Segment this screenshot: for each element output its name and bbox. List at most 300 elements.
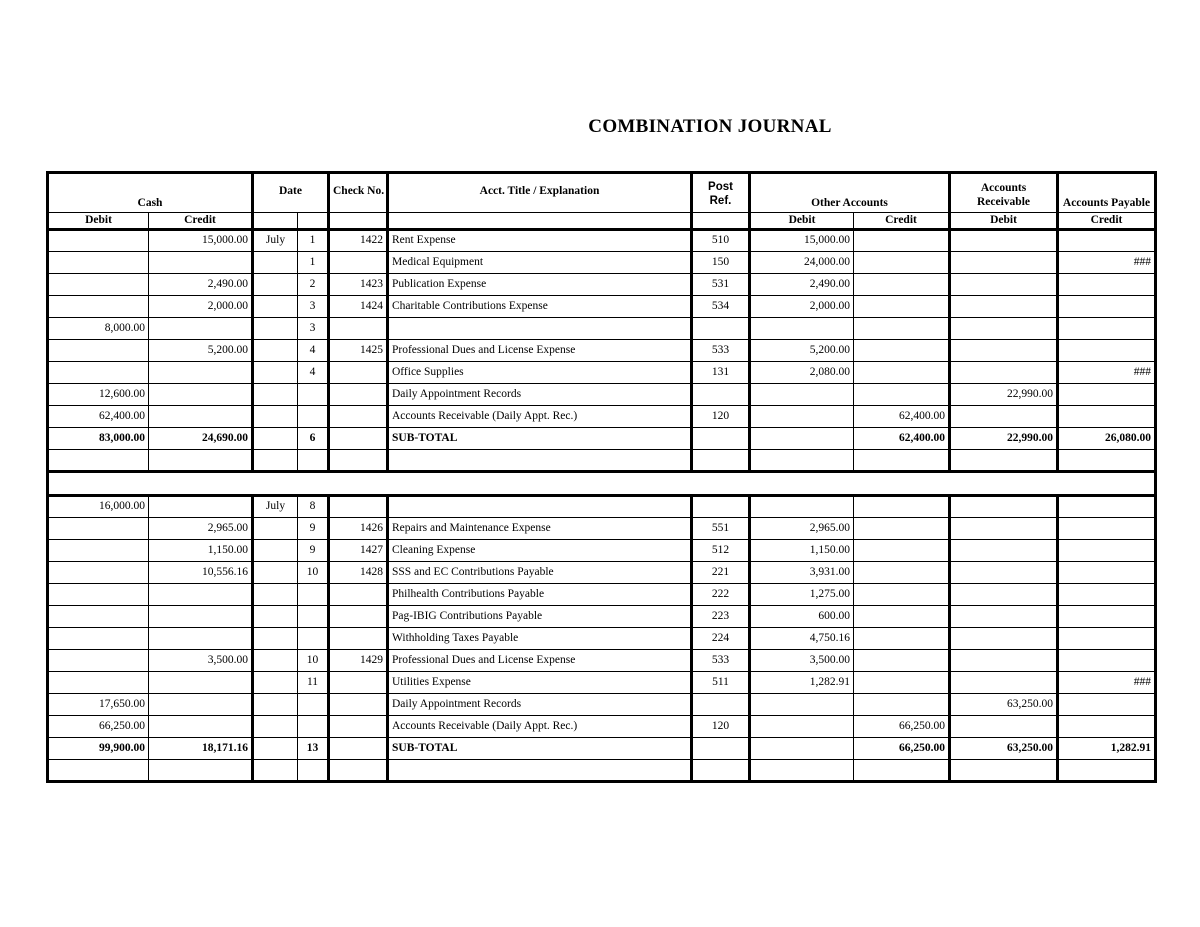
header-accounts-receivable: Accounts Receivable [950, 173, 1058, 213]
month-cell [253, 738, 298, 760]
cash-credit-cell [149, 384, 253, 406]
check-no-cell [329, 694, 388, 716]
journal-row [48, 406, 1156, 428]
month-cell [253, 760, 298, 782]
header-oa-debit: Debit [750, 213, 854, 230]
journal-row [48, 384, 1156, 406]
check-no-cell [329, 428, 388, 450]
accounts-receivable-debit-cell [950, 716, 1058, 738]
cash-credit-cell [149, 628, 253, 650]
accounts-receivable-debit-cell [950, 496, 1058, 518]
cash-debit-cell [48, 230, 149, 252]
accounts-payable-credit-cell [1058, 318, 1156, 340]
post-ref-cell: 533 [692, 340, 750, 362]
other-accounts-debit-cell: 1,150.00 [750, 540, 854, 562]
check-no-cell [329, 318, 388, 340]
accounts-payable-credit-cell [1058, 760, 1156, 782]
cash-credit-cell: 10,556.16 [149, 562, 253, 584]
journal-sheet [46, 171, 1154, 783]
day-cell: 3 [298, 296, 329, 318]
acct-title-cell: Utilities Expense [388, 672, 692, 694]
journal-row [48, 716, 1156, 738]
cash-credit-cell: 2,965.00 [149, 518, 253, 540]
month-cell: July [253, 496, 298, 518]
cash-debit-cell: 83,000.00 [48, 428, 149, 450]
accounts-receivable-debit-cell: 22,990.00 [950, 428, 1058, 450]
other-accounts-debit-cell: 2,490.00 [750, 274, 854, 296]
check-no-cell [329, 606, 388, 628]
journal-row [48, 362, 1156, 384]
acct-title-cell: Rent Expense [388, 230, 692, 252]
day-cell: 1 [298, 252, 329, 274]
header-date-blank [253, 213, 298, 230]
post-ref-cell [692, 760, 750, 782]
check-no-cell [329, 406, 388, 428]
day-cell: 11 [298, 672, 329, 694]
month-cell [253, 428, 298, 450]
header-title-blank [388, 213, 692, 230]
header-cash-credit: Credit [149, 213, 253, 230]
cash-debit-cell [48, 274, 149, 296]
cash-debit-cell [48, 628, 149, 650]
month-cell [253, 450, 298, 472]
day-cell: 8 [298, 496, 329, 518]
other-accounts-debit-cell: 15,000.00 [750, 230, 854, 252]
check-no-cell [329, 252, 388, 274]
accounts-receivable-debit-cell [950, 584, 1058, 606]
check-no-cell [329, 584, 388, 606]
cash-debit-cell: 62,400.00 [48, 406, 149, 428]
accounts-payable-credit-cell [1058, 650, 1156, 672]
other-accounts-credit-cell [854, 584, 950, 606]
check-no-cell [329, 496, 388, 518]
day-cell: 10 [298, 562, 329, 584]
other-accounts-debit-cell [750, 450, 854, 472]
journal-row [48, 694, 1156, 716]
journal-row [48, 606, 1156, 628]
cash-credit-cell: 18,171.16 [149, 738, 253, 760]
cash-debit-cell: 17,650.00 [48, 694, 149, 716]
check-no-cell [329, 760, 388, 782]
acct-title-cell: Philhealth Contributions Payable [388, 584, 692, 606]
accounts-receivable-debit-cell [950, 760, 1058, 782]
month-cell [253, 296, 298, 318]
day-cell: 9 [298, 518, 329, 540]
other-accounts-credit-cell [854, 450, 950, 472]
post-ref-cell: 531 [692, 274, 750, 296]
accounts-receivable-debit-cell [950, 562, 1058, 584]
header-row-sub [48, 213, 1156, 230]
accounts-receivable-debit-cell [950, 450, 1058, 472]
month-cell [253, 406, 298, 428]
accounts-receivable-debit-cell [950, 628, 1058, 650]
header-check-blank [329, 213, 388, 230]
cash-credit-cell [149, 672, 253, 694]
other-accounts-debit-cell [750, 384, 854, 406]
cash-credit-cell [149, 694, 253, 716]
day-cell [298, 606, 329, 628]
journal-row [48, 518, 1156, 540]
cash-debit-cell [48, 562, 149, 584]
accounts-receivable-debit-cell [950, 362, 1058, 384]
section-gap [48, 472, 1156, 496]
accounts-receivable-debit-cell [950, 252, 1058, 274]
acct-title-cell [388, 318, 692, 340]
accounts-receivable-debit-cell [950, 518, 1058, 540]
header-ref-blank [692, 213, 750, 230]
cash-debit-cell [48, 540, 149, 562]
header-check-no: Check No. [329, 173, 388, 213]
cash-debit-cell [48, 606, 149, 628]
post-ref-cell: 534 [692, 296, 750, 318]
other-accounts-credit-cell [854, 296, 950, 318]
header-other-accounts: Other Accounts [750, 173, 950, 213]
accounts-payable-credit-cell [1058, 694, 1156, 716]
other-accounts-debit-cell: 2,000.00 [750, 296, 854, 318]
check-no-cell: 1429 [329, 650, 388, 672]
journal-row [48, 296, 1156, 318]
cash-credit-cell: 3,500.00 [149, 650, 253, 672]
accounts-receivable-debit-cell [950, 296, 1058, 318]
header-row-top [48, 173, 1156, 213]
check-no-cell: 1427 [329, 540, 388, 562]
day-cell [298, 584, 329, 606]
month-cell [253, 274, 298, 296]
cash-debit-cell [48, 252, 149, 274]
check-no-cell: 1422 [329, 230, 388, 252]
acct-title-cell: Accounts Receivable (Daily Appt. Rec.) [388, 716, 692, 738]
check-no-cell [329, 384, 388, 406]
accounts-payable-credit-cell [1058, 716, 1156, 738]
cash-credit-cell: 1,150.00 [149, 540, 253, 562]
cash-debit-cell [48, 296, 149, 318]
post-ref-cell: 533 [692, 650, 750, 672]
section-2-body [48, 496, 1156, 782]
other-accounts-debit-cell: 3,500.00 [750, 650, 854, 672]
day-cell [298, 406, 329, 428]
acct-title-cell: Repairs and Maintenance Expense [388, 518, 692, 540]
accounts-payable-credit-cell [1058, 540, 1156, 562]
month-cell [253, 672, 298, 694]
header-accounts-payable: Accounts Payable [1058, 173, 1156, 213]
journal-row [48, 230, 1156, 252]
check-no-cell: 1426 [329, 518, 388, 540]
accounts-receivable-debit-cell: 63,250.00 [950, 738, 1058, 760]
cash-debit-cell: 66,250.00 [48, 716, 149, 738]
journal-row [48, 584, 1156, 606]
post-ref-cell: 120 [692, 406, 750, 428]
cash-credit-cell: 5,200.00 [149, 340, 253, 362]
day-cell: 13 [298, 738, 329, 760]
acct-title-cell [388, 496, 692, 518]
check-no-cell [329, 450, 388, 472]
month-cell [253, 252, 298, 274]
accounts-payable-credit-cell [1058, 274, 1156, 296]
header-post-ref: Post Ref. [692, 173, 750, 213]
accounts-receivable-debit-cell [950, 406, 1058, 428]
cash-debit-cell [48, 518, 149, 540]
accounts-payable-credit-cell [1058, 384, 1156, 406]
cash-credit-cell [149, 606, 253, 628]
cash-debit-cell [48, 362, 149, 384]
header-cash: Cash [48, 173, 253, 213]
cash-debit-cell [48, 650, 149, 672]
journal-row [48, 738, 1156, 760]
accounts-payable-credit-cell: ### [1058, 672, 1156, 694]
month-cell [253, 562, 298, 584]
page-title: COMBINATION JOURNAL [588, 116, 832, 137]
cash-credit-cell [149, 716, 253, 738]
accounts-payable-credit-cell: 26,080.00 [1058, 428, 1156, 450]
day-cell: 4 [298, 340, 329, 362]
acct-title-cell: SUB-TOTAL [388, 738, 692, 760]
acct-title-cell: SUB-TOTAL [388, 428, 692, 450]
post-ref-cell: 222 [692, 584, 750, 606]
other-accounts-credit-cell: 62,400.00 [854, 428, 950, 450]
acct-title-cell: Cleaning Expense [388, 540, 692, 562]
post-ref-cell: 511 [692, 672, 750, 694]
journal-row [48, 562, 1156, 584]
day-cell [298, 694, 329, 716]
cash-debit-cell [48, 672, 149, 694]
journal-row [48, 496, 1156, 518]
cash-credit-cell [149, 406, 253, 428]
cash-credit-cell [149, 252, 253, 274]
cash-credit-cell [149, 760, 253, 782]
post-ref-cell [692, 738, 750, 760]
accounts-payable-credit-cell [1058, 496, 1156, 518]
post-ref-cell: 510 [692, 230, 750, 252]
day-cell: 6 [298, 428, 329, 450]
cash-debit-cell [48, 584, 149, 606]
post-ref-cell: 512 [692, 540, 750, 562]
month-cell [253, 362, 298, 384]
accounts-payable-credit-cell [1058, 562, 1156, 584]
journal-row [48, 428, 1156, 450]
accounts-receivable-debit-cell [950, 650, 1058, 672]
cash-credit-cell [149, 584, 253, 606]
journal-row [48, 760, 1156, 782]
other-accounts-credit-cell [854, 628, 950, 650]
other-accounts-credit-cell [854, 672, 950, 694]
other-accounts-credit-cell: 62,400.00 [854, 406, 950, 428]
other-accounts-credit-cell [854, 230, 950, 252]
cash-debit-cell [48, 340, 149, 362]
header-ap-credit: Credit [1058, 213, 1156, 230]
cash-debit-cell [48, 760, 149, 782]
cash-credit-cell: 2,000.00 [149, 296, 253, 318]
month-cell: July [253, 230, 298, 252]
cash-debit-cell: 99,900.00 [48, 738, 149, 760]
accounts-payable-credit-cell: ### [1058, 252, 1156, 274]
accounts-payable-credit-cell [1058, 584, 1156, 606]
accounts-payable-credit-cell [1058, 628, 1156, 650]
check-no-cell [329, 716, 388, 738]
accounts-receivable-debit-cell [950, 606, 1058, 628]
accounts-receivable-debit-cell: 22,990.00 [950, 384, 1058, 406]
cash-credit-cell [149, 362, 253, 384]
check-no-cell: 1428 [329, 562, 388, 584]
accounts-payable-credit-cell [1058, 406, 1156, 428]
accounts-payable-credit-cell [1058, 606, 1156, 628]
post-ref-cell: 223 [692, 606, 750, 628]
section-1-body [48, 230, 1156, 472]
accounts-receivable-debit-cell [950, 340, 1058, 362]
day-cell: 10 [298, 650, 329, 672]
other-accounts-debit-cell [750, 694, 854, 716]
accounts-receivable-debit-cell [950, 274, 1058, 296]
accounts-receivable-debit-cell [950, 318, 1058, 340]
month-cell [253, 694, 298, 716]
month-cell [253, 716, 298, 738]
day-cell: 1 [298, 230, 329, 252]
day-cell [298, 450, 329, 472]
journal-row [48, 628, 1156, 650]
acct-title-cell: SSS and EC Contributions Payable [388, 562, 692, 584]
accounts-receivable-debit-cell [950, 230, 1058, 252]
other-accounts-debit-cell: 2,080.00 [750, 362, 854, 384]
other-accounts-debit-cell: 5,200.00 [750, 340, 854, 362]
accounts-payable-credit-cell [1058, 518, 1156, 540]
other-accounts-credit-cell [854, 252, 950, 274]
post-ref-cell: 120 [692, 716, 750, 738]
other-accounts-credit-cell [854, 694, 950, 716]
other-accounts-credit-cell [854, 562, 950, 584]
header-ar-debit: Debit [950, 213, 1058, 230]
accounts-payable-credit-cell [1058, 340, 1156, 362]
cash-debit-cell: 8,000.00 [48, 318, 149, 340]
acct-title-cell: Pag-IBIG Contributions Payable [388, 606, 692, 628]
other-accounts-credit-cell [854, 274, 950, 296]
accounts-payable-credit-cell [1058, 230, 1156, 252]
cash-debit-cell: 12,600.00 [48, 384, 149, 406]
cash-credit-cell [149, 496, 253, 518]
other-accounts-debit-cell: 1,282.91 [750, 672, 854, 694]
header-cash-debit: Debit [48, 213, 149, 230]
post-ref-cell: 221 [692, 562, 750, 584]
other-accounts-credit-cell [854, 318, 950, 340]
month-cell [253, 650, 298, 672]
month-cell [253, 318, 298, 340]
post-ref-cell [692, 318, 750, 340]
month-cell [253, 628, 298, 650]
post-ref-cell: 551 [692, 518, 750, 540]
other-accounts-debit-cell [750, 428, 854, 450]
gap-cell [48, 472, 1156, 496]
other-accounts-debit-cell [750, 738, 854, 760]
day-cell [298, 760, 329, 782]
other-accounts-credit-cell [854, 650, 950, 672]
journal-row [48, 318, 1156, 340]
other-accounts-debit-cell [750, 406, 854, 428]
gap-row [48, 472, 1156, 496]
month-cell [253, 540, 298, 562]
post-ref-cell [692, 450, 750, 472]
acct-title-cell: Accounts Receivable (Daily Appt. Rec.) [388, 406, 692, 428]
other-accounts-debit-cell: 24,000.00 [750, 252, 854, 274]
check-no-cell [329, 738, 388, 760]
other-accounts-debit-cell: 4,750.16 [750, 628, 854, 650]
other-accounts-debit-cell: 1,275.00 [750, 584, 854, 606]
acct-title-cell: Medical Equipment [388, 252, 692, 274]
acct-title-cell: Office Supplies [388, 362, 692, 384]
other-accounts-credit-cell [854, 384, 950, 406]
accounts-payable-credit-cell: ### [1058, 362, 1156, 384]
other-accounts-debit-cell [750, 496, 854, 518]
post-ref-cell: 150 [692, 252, 750, 274]
day-cell [298, 384, 329, 406]
other-accounts-credit-cell [854, 362, 950, 384]
other-accounts-credit-cell [854, 518, 950, 540]
other-accounts-credit-cell: 66,250.00 [854, 738, 950, 760]
cash-credit-cell: 15,000.00 [149, 230, 253, 252]
accounts-payable-credit-cell [1058, 296, 1156, 318]
check-no-cell: 1424 [329, 296, 388, 318]
journal-row [48, 650, 1156, 672]
check-no-cell: 1423 [329, 274, 388, 296]
other-accounts-credit-cell [854, 540, 950, 562]
month-cell [253, 340, 298, 362]
other-accounts-credit-cell [854, 606, 950, 628]
day-cell: 2 [298, 274, 329, 296]
post-ref-cell [692, 428, 750, 450]
post-ref-cell: 131 [692, 362, 750, 384]
journal-row [48, 340, 1156, 362]
other-accounts-debit-cell [750, 318, 854, 340]
acct-title-cell [388, 450, 692, 472]
cash-credit-cell: 24,690.00 [149, 428, 253, 450]
month-cell [253, 584, 298, 606]
acct-title-cell: Withholding Taxes Payable [388, 628, 692, 650]
journal-row [48, 450, 1156, 472]
accounts-payable-credit-cell [1058, 450, 1156, 472]
acct-title-cell [388, 760, 692, 782]
acct-title-cell: Daily Appointment Records [388, 384, 692, 406]
journal-row [48, 672, 1156, 694]
post-ref-cell [692, 496, 750, 518]
other-accounts-credit-cell: 66,250.00 [854, 716, 950, 738]
header-date: Date [253, 173, 329, 213]
check-no-cell: 1425 [329, 340, 388, 362]
other-accounts-debit-cell: 600.00 [750, 606, 854, 628]
header-acct-title: Acct. Title / Explanation [388, 173, 692, 213]
acct-title-cell: Professional Dues and License Expense [388, 340, 692, 362]
other-accounts-debit-cell: 2,965.00 [750, 518, 854, 540]
post-ref-cell [692, 694, 750, 716]
day-cell [298, 628, 329, 650]
cash-credit-cell [149, 318, 253, 340]
post-ref-cell: 224 [692, 628, 750, 650]
acct-title-cell: Publication Expense [388, 274, 692, 296]
other-accounts-credit-cell [854, 496, 950, 518]
journal-row [48, 252, 1156, 274]
month-cell [253, 384, 298, 406]
accounts-receivable-debit-cell: 63,250.00 [950, 694, 1058, 716]
check-no-cell [329, 628, 388, 650]
other-accounts-debit-cell [750, 716, 854, 738]
cash-debit-cell: 16,000.00 [48, 496, 149, 518]
post-ref-cell [692, 384, 750, 406]
month-cell [253, 518, 298, 540]
accounts-receivable-debit-cell [950, 540, 1058, 562]
other-accounts-debit-cell: 3,931.00 [750, 562, 854, 584]
journal-table [46, 171, 1157, 783]
month-cell [253, 606, 298, 628]
other-accounts-credit-cell [854, 340, 950, 362]
cash-credit-cell [149, 450, 253, 472]
cash-credit-cell: 2,490.00 [149, 274, 253, 296]
other-accounts-credit-cell [854, 760, 950, 782]
